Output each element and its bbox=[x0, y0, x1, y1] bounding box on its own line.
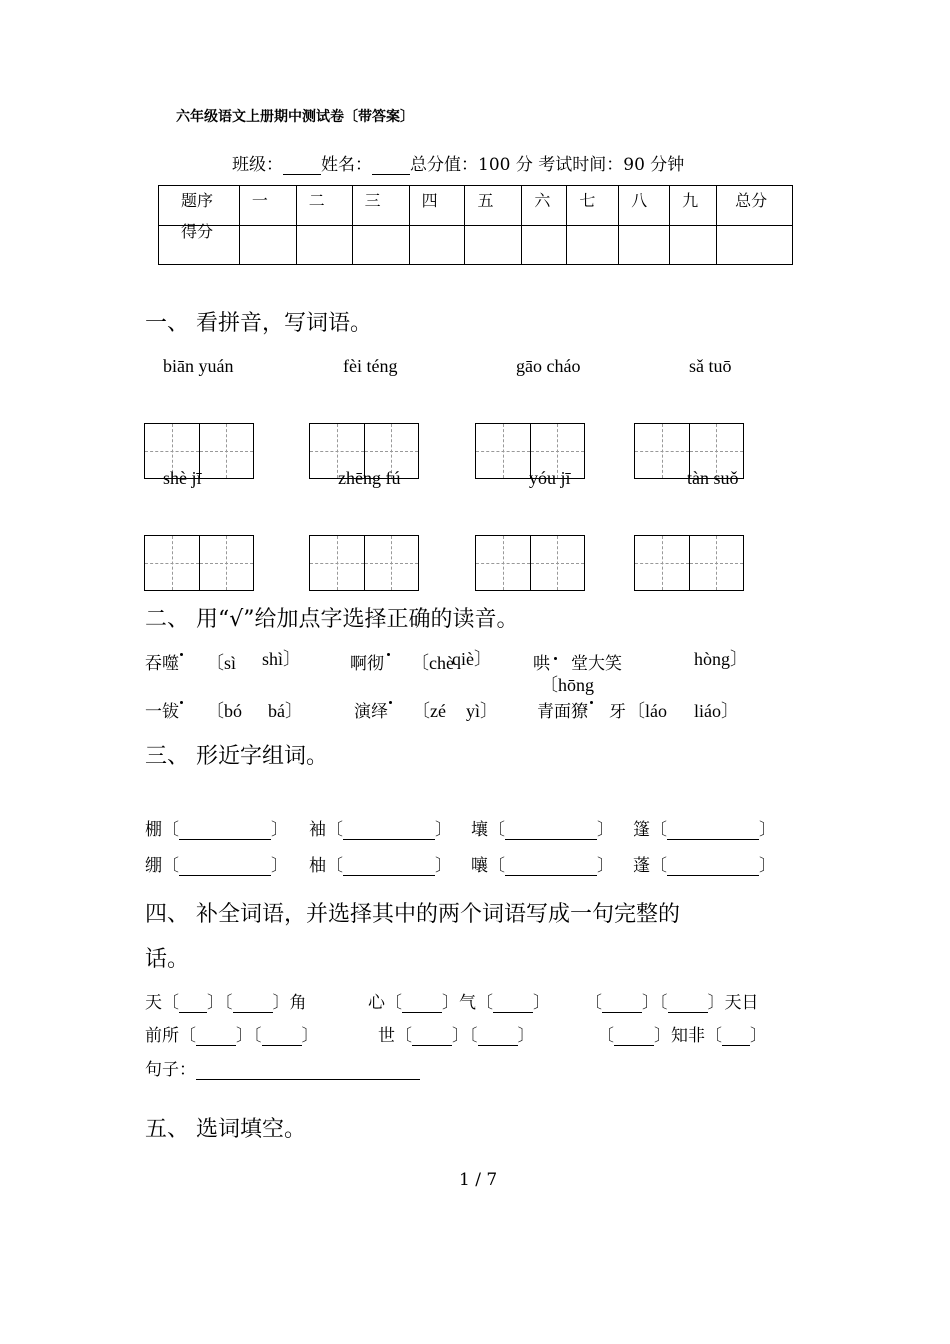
q2-option[interactable]: hòng〕 bbox=[694, 649, 748, 669]
q2-option[interactable]: 〔chè bbox=[411, 653, 454, 673]
q3-item: 嚷〔 〕 bbox=[471, 856, 614, 876]
score-header-cell: 三 bbox=[352, 186, 409, 226]
score-cell bbox=[352, 225, 409, 265]
q2-option[interactable]: 〔láo bbox=[627, 701, 667, 721]
score-cell bbox=[409, 225, 465, 265]
document-title: 六年级语文上册期中测试卷〔带答案〕 bbox=[176, 109, 414, 125]
pinyin-label: yóu jī bbox=[529, 468, 571, 488]
answer-blank[interactable] bbox=[668, 996, 708, 1013]
q2-word: 演绎 bbox=[354, 702, 388, 722]
q4-idiom: 前所〔 〕〔 〕 bbox=[145, 1026, 319, 1046]
q2-heading: 二、 用“√”给加点字选择正确的读音。 bbox=[145, 607, 519, 632]
class-label: 班级： bbox=[232, 155, 283, 175]
page-number: 1 / 7 bbox=[459, 1170, 498, 1190]
writing-grid[interactable] bbox=[475, 535, 585, 591]
q2-option[interactable]: 〔hōng bbox=[540, 675, 594, 695]
score-header-cell: 七 bbox=[567, 186, 619, 226]
q2-option[interactable]: shì〕 bbox=[262, 649, 302, 669]
answer-blank[interactable] bbox=[412, 1029, 452, 1046]
score-header-cell: 八 bbox=[619, 186, 670, 226]
score-table bbox=[158, 185, 793, 265]
q3-item: 篷〔 〕 bbox=[633, 820, 776, 840]
name-blank bbox=[372, 158, 410, 175]
score-header-cell: 题序 bbox=[159, 186, 240, 226]
q4-idiom: 世〔 〕〔 〕 bbox=[378, 1026, 535, 1046]
answer-blank[interactable] bbox=[667, 823, 759, 840]
q4-idiom: 心〔 〕气〔 〕 bbox=[368, 993, 550, 1013]
q4-sentence: 句子： bbox=[145, 1055, 420, 1080]
q4-idiom: 〔 〕知非〔 〕 bbox=[597, 1026, 767, 1046]
score-cell bbox=[522, 225, 567, 265]
q3-item: 蓬〔 〕 bbox=[633, 856, 776, 876]
score-row-label: 得分 bbox=[181, 221, 214, 241]
q3-heading: 三、 形近字组词。 bbox=[145, 744, 328, 769]
q3-item: 绷〔 〕 bbox=[145, 856, 288, 876]
writing-grid[interactable] bbox=[144, 535, 254, 591]
student-info-line bbox=[232, 150, 684, 175]
score-header-cell: 九 bbox=[670, 186, 717, 226]
score-cell bbox=[296, 225, 352, 265]
score-header-cell: 总分 bbox=[717, 186, 793, 226]
score-cell bbox=[239, 225, 296, 265]
sentence-blank[interactable] bbox=[196, 1063, 420, 1080]
q2-option[interactable]: yì〕 bbox=[466, 701, 499, 721]
answer-blank[interactable] bbox=[179, 859, 271, 876]
pinyin-label: gāo cháo bbox=[516, 356, 581, 376]
answer-blank[interactable] bbox=[179, 996, 207, 1013]
answer-blank[interactable] bbox=[233, 996, 273, 1013]
answer-blank[interactable] bbox=[179, 823, 271, 840]
q3-item: 袖〔 〕 bbox=[309, 820, 452, 840]
q3-item: 棚〔 〕 bbox=[145, 820, 288, 840]
score-header-cell: 一 bbox=[239, 186, 296, 226]
answer-blank[interactable] bbox=[602, 996, 642, 1013]
q2-word: 青面獠 bbox=[537, 702, 588, 722]
answer-blank[interactable] bbox=[667, 859, 759, 876]
q4-heading-cont: 话。 bbox=[145, 947, 190, 972]
q2-option[interactable]: bá〕 bbox=[268, 701, 303, 721]
pinyin-label: fèi téng bbox=[343, 356, 398, 376]
exam-info: 总分值：100 分 考试时间：90 分钟 bbox=[410, 155, 685, 175]
answer-blank[interactable] bbox=[402, 996, 442, 1013]
name-label: 姓名： bbox=[321, 155, 372, 175]
pinyin-label: biān yuán bbox=[163, 356, 234, 376]
answer-blank[interactable] bbox=[196, 1029, 236, 1046]
score-header-cell: 五 bbox=[465, 186, 522, 226]
score-cell bbox=[717, 225, 793, 265]
answer-blank[interactable] bbox=[493, 996, 533, 1013]
answer-blank[interactable] bbox=[262, 1029, 302, 1046]
q5-heading: 五、 选词填空。 bbox=[145, 1117, 306, 1142]
writing-grid[interactable] bbox=[309, 535, 419, 591]
q1-heading: 一、 看拼音，写词语。 bbox=[145, 311, 372, 336]
score-header-cell: 二 bbox=[296, 186, 352, 226]
q4-heading: 四、 补全词语，并选择其中的两个词语写成一句完整的 bbox=[145, 902, 680, 927]
score-header-cell: 六 bbox=[522, 186, 567, 226]
answer-blank[interactable] bbox=[505, 859, 597, 876]
q4-idiom: 〔 〕〔 〕天日 bbox=[585, 993, 759, 1013]
q2-word: 牙 bbox=[609, 702, 626, 722]
writing-grid[interactable] bbox=[634, 535, 744, 591]
q2-option[interactable]: 〔bó bbox=[206, 701, 242, 721]
q2-option[interactable]: liáo〕 bbox=[694, 701, 739, 721]
pinyin-label: sǎ tuō bbox=[689, 356, 732, 376]
answer-blank[interactable] bbox=[722, 1029, 750, 1046]
answer-blank[interactable] bbox=[505, 823, 597, 840]
answer-blank[interactable] bbox=[343, 823, 435, 840]
q2-word: 一钹 bbox=[145, 702, 179, 722]
answer-blank[interactable] bbox=[478, 1029, 518, 1046]
pinyin-label: zhēng fú bbox=[338, 468, 401, 488]
q2-word: 堂大笑 bbox=[571, 654, 622, 674]
score-header-cell: 四 bbox=[409, 186, 465, 226]
pinyin-label: shè jī bbox=[163, 468, 202, 488]
q2-word: 吞噬 bbox=[145, 654, 179, 674]
score-cell bbox=[465, 225, 522, 265]
q4-idiom: 天〔 〕〔 〕角 bbox=[145, 993, 307, 1013]
score-cell bbox=[670, 225, 717, 265]
class-blank bbox=[283, 158, 321, 175]
pinyin-label: tàn suǒ bbox=[687, 468, 739, 488]
answer-blank[interactable] bbox=[614, 1029, 654, 1046]
answer-blank[interactable] bbox=[343, 859, 435, 876]
q2-option[interactable]: 〔sì bbox=[206, 653, 237, 673]
q3-item: 壤〔 〕 bbox=[471, 820, 614, 840]
q2-word: 哄 bbox=[533, 654, 550, 674]
q3-item: 柚〔 〕 bbox=[309, 856, 452, 876]
score-cell bbox=[567, 225, 619, 265]
q2-option[interactable]: qiè〕 bbox=[452, 649, 492, 669]
q2-word: 啊彻 bbox=[350, 654, 384, 674]
score-cell bbox=[619, 225, 670, 265]
q2-option[interactable]: 〔zé bbox=[412, 701, 446, 721]
